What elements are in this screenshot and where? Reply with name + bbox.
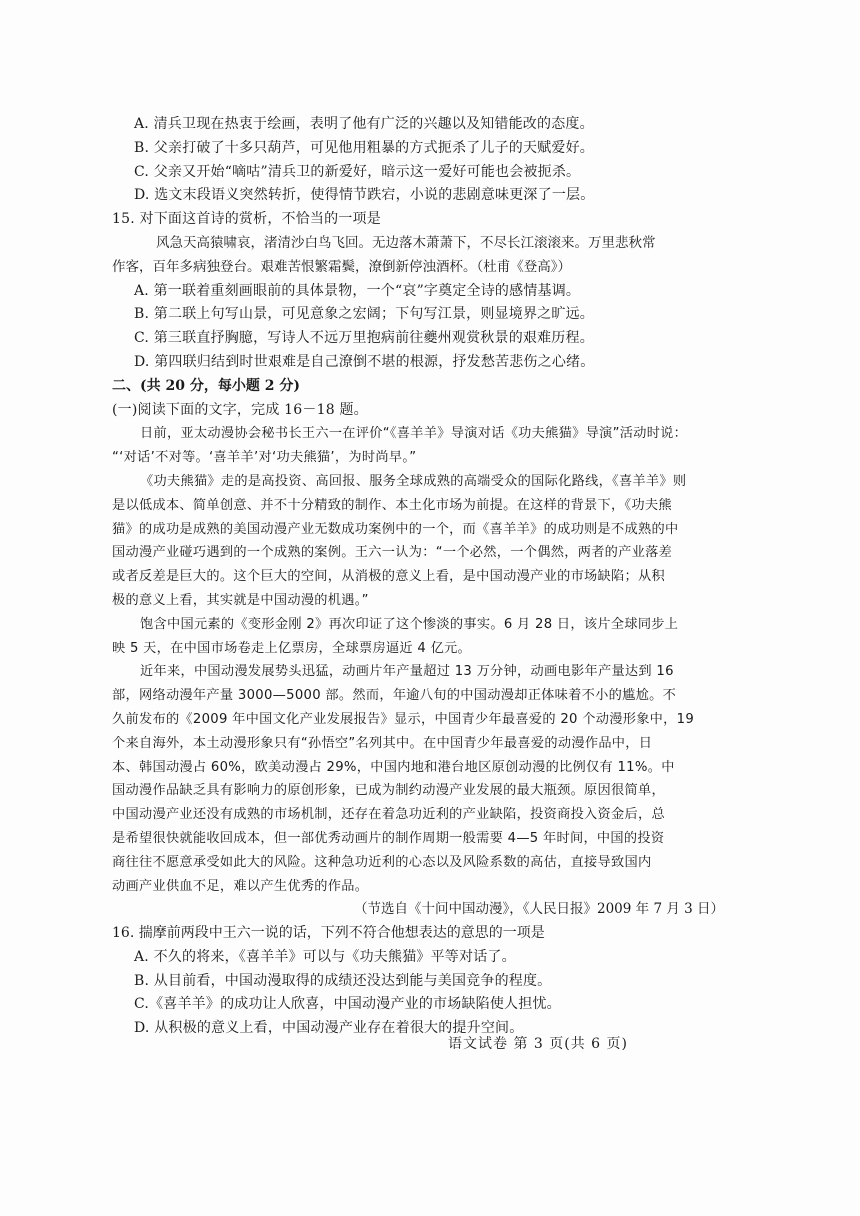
passage-p2-line: 《功夫熊猫》走的是高投资、高回报、服务全球成熟的高端受众的国际化路线，《喜羊羊》则 — [140, 473, 687, 489]
passage-p4-line: 是希望很快就能收回成本，但一部优秀动画片的制作周期一般需要 4—5 年时间，中国的投资 — [112, 830, 665, 846]
passage-p4-line: 商往往不愿意承受如此大的风险。这种急功近利的心态以及风险系数的高估，直接导致国内 — [112, 854, 652, 870]
q16-stem: 16. 揣摩前两段中王六一说的话，下列不符合他想表达的意思的一项是 — [112, 925, 545, 942]
passage-p4-line: 国动漫作品缺乏具有影响力的原创形象，已成为制约动漫产业发展的最大瓶颈。原因很简单， — [112, 783, 665, 799]
page-content — [112, 113, 724, 1041]
poem-line-2: 作客，百年多病独登台。艰难苦恨繁霜鬓，潦倒新停浊酒杯。（杜甫《登高》） — [112, 258, 571, 275]
q14-option-d: D. 选文末段语义突然转折，使得情节跌宕，小说的悲剧意味更深了一层。 — [134, 187, 595, 204]
q15-option-c: C. 第三联直抒胸臆，写诗人不远万里抱病前往夔州观赏秋景的艰难历程。 — [134, 330, 594, 347]
passage-p4-line: 中国动漫产业还没有成熟的市场机制，还存在着急功近利的产业缺陷，投资商投入资金后，总 — [112, 807, 665, 823]
passage-p1-line: 日前，亚太动漫协会秘书长王六一在评价“《喜羊羊》导演对话《功夫熊猫》导演”活动时说： — [140, 426, 688, 442]
q15-option-b: B. 第二联上句写山景，可见意象之宏阔；下句写江景，则显境界之旷远。 — [134, 306, 594, 323]
poem-line-1: 风急天高猿啸哀，渚清沙白鸟飞回。无边落木萧萧下，不尽长江滚滚来。万里悲秋常 — [156, 234, 656, 251]
q14-option-c: C. 父亲又开始“嘀咕”清兵卫的新爱好，暗示这一爱好可能也会被扼杀。 — [134, 163, 581, 180]
reading-passage — [112, 422, 724, 922]
q16-option-d: D. 从积极的意义上看，中国动漫产业存在着很大的提升空间。 — [134, 1020, 524, 1037]
passage-p4-line: 个来自海外，本土动漫形象只有“孙悟空”名列其中。在中国青少年最喜爱的动漫作品中，日 — [112, 735, 653, 751]
q14-option-b: B. 父亲打破了十多只葫芦，可见他用粗暴的方式扼杀了儿子的天赋爱好。 — [134, 139, 594, 156]
q14-options — [112, 113, 724, 208]
passage-p2-line: 是以低成本、简单创意、并不十分精致的制作、本土化市场为前提。在这样的背景下，《功夫熊 — [112, 497, 672, 513]
passage-p3-line: 映 5 天，在中国市场卷走上亿票房，全球票房逼近 4 亿元。 — [112, 640, 472, 656]
q15-stem: 15. 对下面这首诗的赏析，不恰当的一项是 — [112, 211, 381, 228]
q16-option-b: B. 从目前看，中国动漫取得的成绩还没达到能与美国竞争的程度。 — [134, 972, 552, 989]
q16-option-a: A. 不久的将来，《喜羊羊》可以与《功夫熊猫》平等对话了。 — [134, 948, 516, 965]
page-footer: 语文试卷 第 3 页(共 6 页) — [448, 1036, 628, 1052]
q15-option-a: A. 第一联着重刻画眼前的具体景物，一个“哀”字奠定全诗的感情基调。 — [134, 282, 581, 299]
q16-option-c: C.《喜羊羊》的成功让人欣喜，中国动漫产业的市场缺陷使人担忧。 — [134, 996, 561, 1013]
section-2-heading: 二、(共 20 分，每小题 2 分) — [112, 377, 300, 394]
passage-p3-line: 饱含中国元素的《变形金刚 2》再次印证了这个惨淡的事实。6 月 28 日，该片全球同步上 — [140, 616, 679, 632]
q14-option-a: A. 清兵卫现在热衷于绘画，表明了他有广泛的兴趣以及知错能改的态度。 — [134, 116, 594, 132]
passage-source: （节选自《十问中国动漫》，《人民日报》2009 年 7 月 3 日） — [354, 901, 724, 918]
passage-p2-line: 猫》的成功是成熟的美国动漫产业无数成功案例中的一个，而《喜羊羊》的成功则是不成熟的中 — [112, 521, 679, 537]
passage-p2-line: 极的意义上看，其实就是中国动漫的机遇。” — [112, 592, 369, 608]
q15-option-d: D. 第四联归结到时世艰难是自己潦倒不堪的根源，抒发愁苦悲伤之心绪。 — [134, 353, 595, 370]
passage-p4-line: 动画产业供血不足，难以产生优秀的作品。 — [112, 878, 369, 894]
section-2-subheading: (一)阅读下面的文字，完成 16－18 题。 — [112, 401, 368, 418]
passage-p4-line: 久前发布的《2009 年中国文化产业发展报告》显示，中国青少年最喜爱的 20 个动漫形象中，19 — [112, 711, 695, 727]
passage-p2-line: 国动漫产业碰巧遇到的一个成熟的案例。王六一认为：“一个必然，一个偶然，两者的产业落差 — [112, 545, 673, 561]
passage-p1-line: “‘对话’不对等。‘喜羊羊’对‘功夫熊猫’，为时尚早。” — [112, 450, 417, 466]
passage-p4-line: 近年来，中国动漫发展势头迅猛，动画片年产量超过 13 万分钟，动画电影年产量达到 16 — [140, 664, 674, 680]
passage-p4-line: 本、韩国动漫占 60%，欧美动漫占 29%，中国内地和港台地区原创动漫的比例仅有 11%。中 — [112, 759, 675, 775]
question-16 — [112, 922, 724, 1041]
passage-p4-line: 部，网络动漫年产量 3000—5000 部。然而，年逾八旬的中国动漫却正体味着不小的尴尬。不 — [112, 688, 677, 704]
question-15 — [112, 208, 724, 375]
passage-p2-line: 或者反差是巨大的。这个巨大的空间，从消极的意义上看，是中国动漫产业的市场缺陷；从积 — [112, 569, 665, 585]
